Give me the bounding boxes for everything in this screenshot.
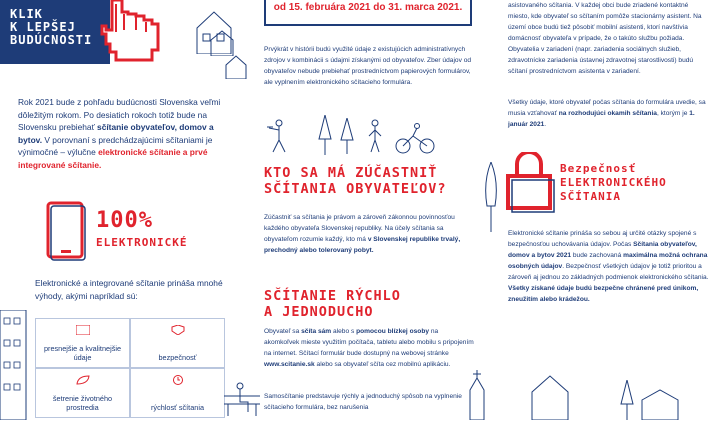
benefits-intro: Elektronické a integrované sčítanie prináša mnohé výhody, akými napríklad sú:: [35, 278, 223, 301]
website-link[interactable]: www.scitanie.sk: [264, 361, 315, 368]
benefit-environment: šetrenie životného prostredia: [35, 368, 130, 418]
house-icon: [640, 388, 680, 420]
leaf-icon: [76, 375, 90, 385]
assisted-paragraph: asistovaného sčítania. V každej obci bude zriadené kontaktné miesto, kde obyvateľ so sčítaním pomôže stacionárny asistent. Na území obce budú tiež pôsobiť mobilní asistenti, ktorí navštívia domácnosť obyvateľa v prípade, že o takúto službu požiada. Obyvatelia v zariadení (napr. zariadenia sociálnych služieb, zdravotnícke zariadenia ústavnej zdravotnej starostlivosti) budú sčítaní prostredníctvom asistenta v zariadení.: [508, 2, 702, 75]
tree-icon: [318, 115, 332, 155]
church-icon: [460, 370, 494, 420]
house-icon: [210, 30, 234, 56]
building-icon: [0, 310, 28, 420]
pointer-hand-icon: [100, 0, 170, 62]
tree-icon: [340, 118, 354, 154]
cyclist-icon: [395, 122, 435, 154]
benefit-speed: rýchlosť sčítania: [130, 368, 225, 418]
intro-paragraph: Rok 2021 bude z pohľadu budúcnosti Slovenska veľmi dôležitým rokom. Po desiatich rokoch totiž bude na Slovensku prebiehať sčítanie obyvateľov, domov a bytov. V porovnaní s predchádzajúcimi sčítaniami je výnimočné – výlučne elektronické sčítanie a prvé integrované sčítanie.: [18, 97, 221, 170]
intro-bold-2: elektronické sčítanie a prvé integrované sčítanie.: [18, 147, 208, 170]
shield-icon: [171, 325, 185, 335]
hero-line-1: KLIK: [10, 7, 43, 21]
history-paragraph: Prvýkrát v histórii budú využité údaje z existujúcich administratívnych zdrojov v kombinácii s údajmi získanými od obyvateľov. Zber údajov od obyvateľov nebude prebiehať prostredníctvom papierových formulárov, ale vyplnením elektronického sčítacieho formulára.: [264, 46, 472, 86]
tree-icon: [483, 162, 499, 232]
hero-line-2: K LEPŠEJ: [10, 20, 76, 34]
how-paragraph: Obyvateľ sa sčíta sám alebo s pomocou blízkej osoby na akomkoľvek mieste využitím počítača, tabletu alebo mobilu s pripojením na internet. Sčítací formulár bude dostupný na webovej stránke www.scitanie.sk alebo sa obyvateľ sčíta cez mobilnú aplikáciu.: [264, 328, 474, 368]
who-bold: v Slovenskej republike trvalý, prechodný alebo tolerovaný pobyt.: [264, 236, 461, 254]
hero-box: [0, 0, 110, 64]
tablet-icon: [45, 200, 87, 262]
benefits-grid: [35, 318, 225, 428]
hero-title: [10, 8, 92, 47]
intro-bold-1: sčítanie obyvateľov, domov a bytov.: [18, 122, 214, 145]
self-census-paragraph: Samosčítanie predstavuje rýchly a jednoduchý spôsob na vyplnenie sčítacieho formulára, bez narušenia: [264, 393, 462, 411]
who-heading: KTO SA MÁ ZÚČASTNIŤ SČÍTANIA OBYVATEĽOV?: [264, 165, 447, 197]
how-heading: SČÍTANIE RÝCHLO A JEDNODUCHO: [264, 288, 401, 320]
moment-paragraph: Všetky údaje, ktoré obyvateľ počas sčítania do formulára uvedie, sa musia vzťahovať na rozhodujúci okamih sčítania, ktorým je 1. január 2021.: [508, 99, 706, 128]
hero-line-3: BUDÚCNOSTI: [10, 33, 93, 47]
bench-person-icon: [222, 380, 262, 418]
person-icon: [365, 118, 385, 154]
security-paragraph: Elektronické sčítanie prináša so sebou aj určité otázky spojené s bezpečnosťou uchovávania údajov. Počas Sčítania obyvateľov, domov a bytov 2021 bude zachovaná maximálna možná ochrana osobných údajov. Bezpečnosť všetkých údajov je totiž prioritou a zároveň aj jednou zo základných podmienok elektronického sčítania. Všetky získané údaje budú bezpečne chránené pred únikom, zneužitím alebo krádežou.: [508, 230, 709, 303]
census-date: od 15. februára 2021 do 31. marca 2021.: [264, 0, 472, 26]
padlock-icon: [505, 152, 557, 214]
who-paragraph: Zúčastniť sa sčítania je právom a zároveň zákonnou povinnosťou každého obyvateľa Slovenskej republiky. Na účely sčítania sa obyvateľom rozumie každý, kto má v Slovenskej republike trvalý, prechodný alebo tolerovaný pobyt.: [264, 214, 461, 254]
data-icon: [76, 325, 90, 335]
benefit-data: presnejšie a kvalitnejšie údaje: [35, 318, 130, 368]
clock-icon: [171, 375, 185, 385]
tree-icon: [620, 380, 634, 420]
security-heading: Bezpečnosť ELEKTRONICKÉHO SČÍTANIA: [560, 162, 667, 203]
house-icon: [530, 374, 570, 420]
benefit-security: bezpečnosť: [130, 318, 225, 368]
hundred-percent: 100%: [96, 208, 153, 233]
waiter-icon: [265, 118, 293, 154]
electronic-label: ELEKTRONICKÉ: [96, 236, 188, 249]
hero-banner: [0, 0, 235, 70]
house-icon: [225, 55, 247, 79]
